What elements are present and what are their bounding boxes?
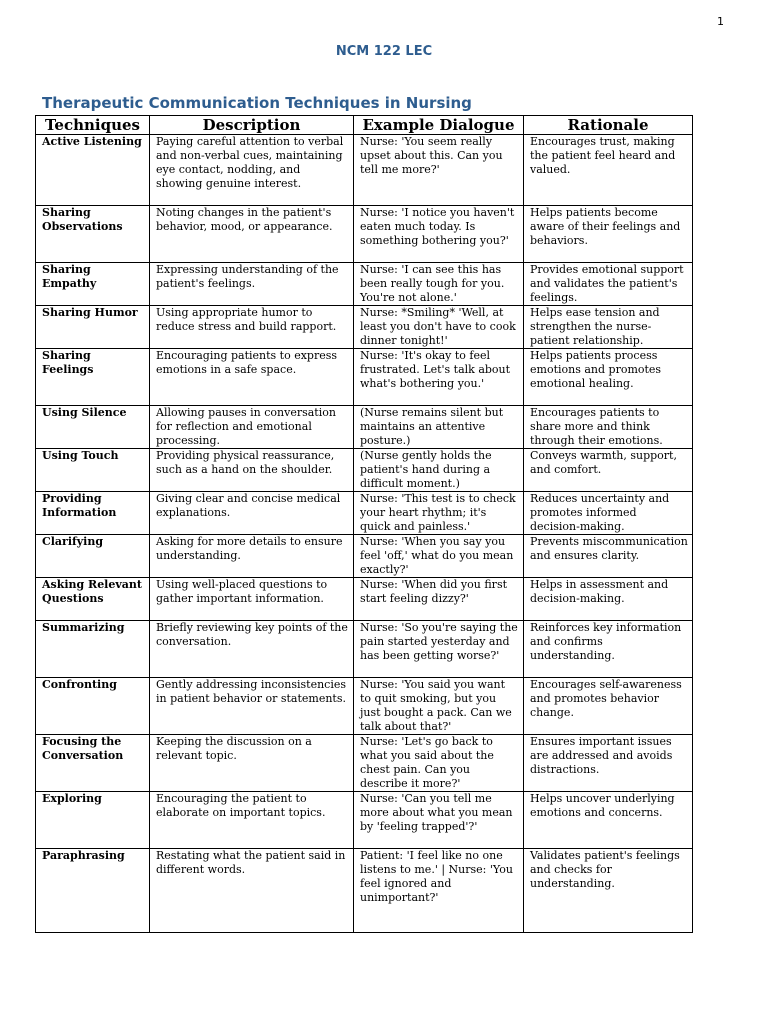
dialogue-cell: Nurse: 'So you're saying the pain started yesterday and has been getting worse?'	[354, 621, 524, 678]
dialogue-cell: Nurse: 'You seem really upset about this. Can you tell me more?'	[354, 135, 524, 206]
rationale-cell: Encourages trust, making the patient feel heard and valued.	[524, 135, 693, 206]
page-number: 1	[717, 15, 724, 28]
table-row	[36, 578, 693, 621]
dialogue-cell: Nurse: 'When you say you feel 'off,' what do you mean exactly?'	[354, 535, 524, 578]
dialogue-cell: Nurse: 'It's okay to feel frustrated. Let's talk about what's bothering you.'	[354, 349, 524, 406]
table-row	[36, 406, 693, 449]
technique-cell: Confronting	[36, 678, 150, 735]
rationale-cell: Helps ease tension and strengthen the nurse-patient relationship.	[524, 306, 693, 349]
rationale-cell: Encourages self-awareness and promotes behavior change.	[524, 678, 693, 735]
table-row	[36, 492, 693, 535]
rationale-cell: Helps in assessment and decision-making.	[524, 578, 693, 621]
description-cell: Encouraging the patient to elaborate on important topics.	[150, 792, 354, 849]
table-row	[36, 449, 693, 492]
table-row	[36, 263, 693, 306]
technique-cell: Providing Information	[36, 492, 150, 535]
table-row	[36, 678, 693, 735]
dialogue-cell: Nurse: 'I can see this has been really tough for you. You're not alone.'	[354, 263, 524, 306]
technique-cell: Using Silence	[36, 406, 150, 449]
technique-cell: Active Listening	[36, 135, 150, 206]
description-cell: Briefly reviewing key points of the conversation.	[150, 621, 354, 678]
description-cell: Encouraging patients to express emotions in a safe space.	[150, 349, 354, 406]
rationale-cell: Conveys warmth, support, and comfort.	[524, 449, 693, 492]
description-cell: Restating what the patient said in different words.	[150, 849, 354, 933]
technique-cell: Sharing Empathy	[36, 263, 150, 306]
technique-cell: Asking Relevant Questions	[36, 578, 150, 621]
dialogue-cell: Nurse: 'Let's go back to what you said about the chest pain. Can you describe it more?'	[354, 735, 524, 792]
column-header-description: Description	[150, 116, 354, 135]
description-cell: Allowing pauses in conversation for reflection and emotional processing.	[150, 406, 354, 449]
column-header-techniques: Techniques	[36, 116, 150, 135]
technique-cell: Exploring	[36, 792, 150, 849]
description-cell: Paying careful attention to verbal and non-verbal cues, maintaining eye contact, nodding, and showing genuine interest.	[150, 135, 354, 206]
dialogue-cell: Nurse: 'When did you first start feeling dizzy?'	[354, 578, 524, 621]
description-cell: Expressing understanding of the patient's feelings.	[150, 263, 354, 306]
table-row	[36, 792, 693, 849]
technique-cell: Focusing the Conversation	[36, 735, 150, 792]
table-header-row	[36, 116, 693, 135]
dialogue-cell: Nurse: 'I notice you haven't eaten much today. Is something bothering you?'	[354, 206, 524, 263]
table-row	[36, 849, 693, 933]
rationale-cell: Ensures important issues are addressed and avoids distractions.	[524, 735, 693, 792]
technique-cell: Sharing Feelings	[36, 349, 150, 406]
table-row	[36, 621, 693, 678]
rationale-cell: Helps patients become aware of their feelings and behaviors.	[524, 206, 693, 263]
section-title: Therapeutic Communication Techniques in Nursing	[42, 94, 472, 112]
dialogue-cell: Nurse: *Smiling* 'Well, at least you don't have to cook dinner tonight!'	[354, 306, 524, 349]
description-cell: Noting changes in the patient's behavior, mood, or appearance.	[150, 206, 354, 263]
technique-cell: Sharing Humor	[36, 306, 150, 349]
technique-cell: Using Touch	[36, 449, 150, 492]
dialogue-cell: (Nurse remains silent but maintains an attentive posture.)	[354, 406, 524, 449]
dialogue-cell: Nurse: 'This test is to check your heart rhythm; it's quick and painless.'	[354, 492, 524, 535]
description-cell: Gently addressing inconsistencies in patient behavior or statements.	[150, 678, 354, 735]
rationale-cell: Helps patients process emotions and promotes emotional healing.	[524, 349, 693, 406]
dialogue-cell: Nurse: 'Can you tell me more about what you mean by 'feeling trapped'?'	[354, 792, 524, 849]
technique-cell: Summarizing	[36, 621, 150, 678]
table-row	[36, 735, 693, 792]
dialogue-cell: Patient: 'I feel like no one listens to me.' | Nurse: 'You feel ignored and unimportant?'	[354, 849, 524, 933]
description-cell: Providing physical reassurance, such as a hand on the shoulder.	[150, 449, 354, 492]
description-cell: Keeping the discussion on a relevant topic.	[150, 735, 354, 792]
rationale-cell: Provides emotional support and validates the patient's feelings.	[524, 263, 693, 306]
column-header-example-dialogue: Example Dialogue	[354, 116, 524, 135]
description-cell: Using appropriate humor to reduce stress and build rapport.	[150, 306, 354, 349]
description-cell: Asking for more details to ensure understanding.	[150, 535, 354, 578]
dialogue-cell: Nurse: 'You said you want to quit smoking, but you just bought a pack. Can we talk about that?'	[354, 678, 524, 735]
course-title: NCM 122 LEC	[335, 44, 433, 59]
column-header-rationale: Rationale	[524, 116, 693, 135]
rationale-cell: Validates patient's feelings and checks for understanding.	[524, 849, 693, 933]
table-row	[36, 349, 693, 406]
table-row	[36, 206, 693, 263]
rationale-cell: Prevents miscommunication and ensures clarity.	[524, 535, 693, 578]
techniques-table	[35, 115, 693, 933]
rationale-cell: Reinforces key information and confirms understanding.	[524, 621, 693, 678]
table-row	[36, 306, 693, 349]
description-cell: Using well-placed questions to gather important information.	[150, 578, 354, 621]
technique-cell: Paraphrasing	[36, 849, 150, 933]
table-row	[36, 535, 693, 578]
dialogue-cell: (Nurse gently holds the patient's hand during a difficult moment.)	[354, 449, 524, 492]
technique-cell: Clarifying	[36, 535, 150, 578]
table-row	[36, 135, 693, 206]
rationale-cell: Helps uncover underlying emotions and concerns.	[524, 792, 693, 849]
description-cell: Giving clear and concise medical explanations.	[150, 492, 354, 535]
rationale-cell: Reduces uncertainty and promotes informed decision-making.	[524, 492, 693, 535]
technique-cell: Sharing Observations	[36, 206, 150, 263]
rationale-cell: Encourages patients to share more and think through their emotions.	[524, 406, 693, 449]
